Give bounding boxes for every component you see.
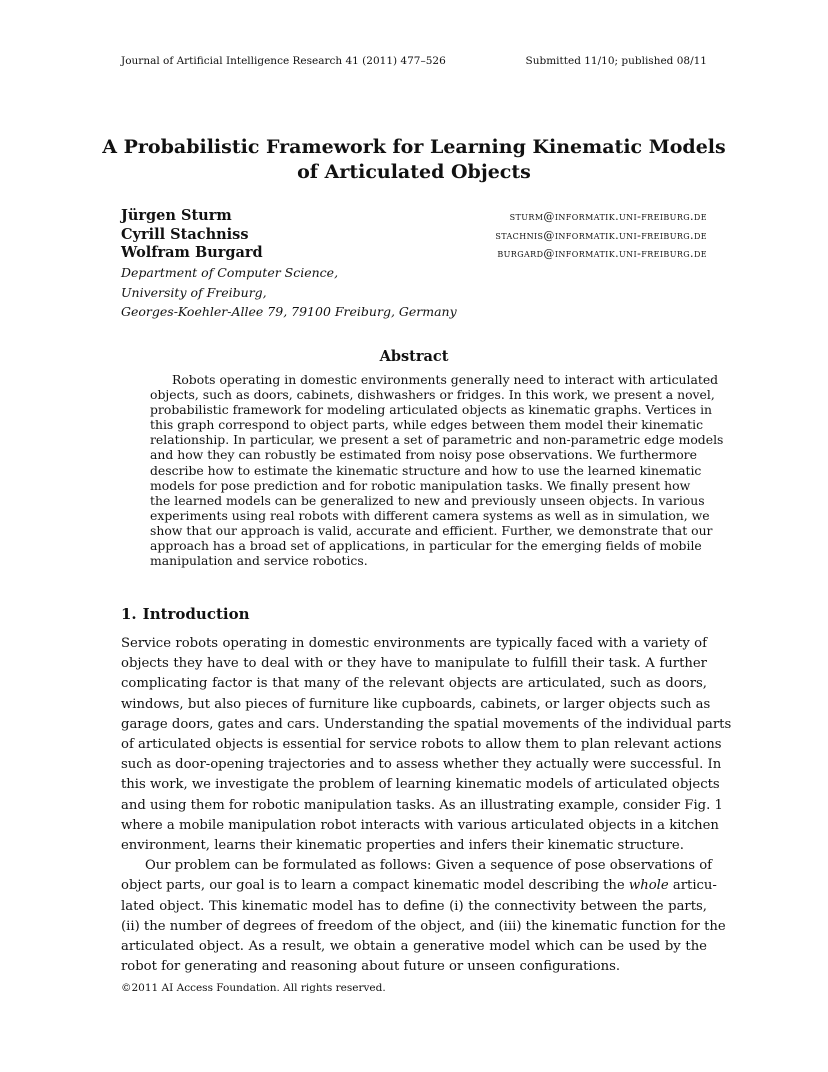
- abstract-line: describe how to estimate the kinematic structure and how to use the learned kinematic: [150, 462, 702, 478]
- author-row: [121, 207, 707, 226]
- abstract-line: models for pose prediction and for robotic manipulation tasks. We finally present how: [150, 477, 691, 493]
- abstract-line: and how they can robustly be estimated from noisy pose observations. We furthermore: [150, 447, 697, 463]
- author-name: Jürgen Sturm: [121, 207, 232, 224]
- section-heading: [121, 605, 250, 623]
- affiliation-line: Department of Computer Science,: [121, 265, 339, 280]
- body-line: (ii) the number of degrees of freedom of the object, and (iii) the kinematic function for the: [121, 918, 726, 934]
- abstract-line: objects, such as doors, cabinets, dishwashers or fridges. In this work, we present a novel,: [150, 387, 715, 403]
- body-line: objects they have to deal with or they have to manipulate to fulfill their task. A further: [121, 656, 707, 672]
- body-line: Service robots operating in domestic environments are typically faced with a variety of: [121, 636, 707, 651]
- submission-dates: Submitted 11/10; published 08/11: [525, 55, 707, 67]
- affiliation-line: University of Freiburg,: [121, 284, 267, 300]
- emphasized-word: whole: [628, 878, 669, 894]
- author-row: [121, 226, 707, 245]
- body-line: windows, but also pieces of furniture like cupboards, cabinets, or larger objects such as: [121, 696, 711, 712]
- title-line: A Probabilistic Framework for Learning Kinematic Models: [102, 136, 726, 158]
- paper-title: [100, 135, 728, 185]
- abstract-line: Robots operating in domestic environments generally need to interact with articulated: [172, 372, 719, 387]
- abstract-line: the learned models can be generalized to new and previously unseen objects. In various: [150, 492, 705, 508]
- body-line: of articulated objects is essential for service robots to allow them to plan relevant actions: [121, 737, 722, 753]
- title-line: of Articulated Objects: [297, 161, 531, 183]
- body-text-segment: object parts, our goal is to learn a compact kinematic model describing the: [121, 878, 629, 894]
- author-email: burgard@informatik.uni-freiburg.de: [497, 247, 707, 260]
- author-email: sturm@informatik.uni-freiburg.de: [509, 210, 707, 223]
- body-line: and using them for robotic manipulation tasks. As an illustrating example, consider Fig. 1: [121, 797, 723, 813]
- body-line: environment, learns their kinematic properties and infers their kinematic structure.: [121, 838, 684, 854]
- copyright-footer: ©2011 AI Access Foundation. All rights reserved.: [121, 982, 386, 994]
- section-number: 1.: [121, 605, 137, 623]
- journal-header: Journal of Artificial Intelligence Research 41 (2011) 477–526: [121, 55, 446, 67]
- body-line: Our problem can be formulated as follows: Given a sequence of pose observations of: [145, 858, 713, 874]
- abstract-line: approach has a broad set of applications, in particular for the emerging fields of mobile: [150, 538, 702, 554]
- body-line: lated object. This kinematic model has to define (i) the connectivity between the parts,: [121, 898, 707, 914]
- abstract-line: manipulation and service robotics.: [150, 553, 368, 569]
- author-name: Wolfram Burgard: [121, 244, 263, 261]
- abstract-line: probabilistic framework for modeling articulated objects as kinematic graphs. Vertices in: [150, 402, 713, 418]
- abstract-body: [150, 372, 724, 569]
- author-list: [121, 207, 707, 263]
- body-line: this work, we investigate the problem of learning kinematic models of articulated objects: [121, 777, 720, 793]
- body-line: robot for generating and reasoning about future or unseen configurations.: [121, 959, 621, 975]
- body-line: such as door-opening trajectories and to assess whether they actually were successful. In: [121, 757, 722, 773]
- introduction-body: [121, 634, 732, 977]
- abstract-line: this graph correspond to object parts, while edges between them model their kinematic: [150, 417, 704, 433]
- body-line: complicating factor is that many of the relevant objects are articulated, such as doors,: [121, 676, 707, 692]
- body-line: where a mobile manipulation robot interacts with various articulated objects in a kitchen: [121, 817, 719, 833]
- abstract-line: show that our approach is valid, accurate and efficient. Further, we demonstrate that our: [150, 522, 713, 538]
- author-email: stachnis@informatik.uni-freiburg.de: [495, 228, 707, 242]
- abstract-line: experiments using real robots with different camera systems as well as in simulation, we: [150, 507, 710, 523]
- abstract-heading: Abstract: [379, 348, 449, 365]
- body-line: articulated object. As a result, we obtain a generative model which can be used by the: [121, 939, 707, 955]
- abstract-line: relationship. In particular, we present a set of parametric and non-parametric edge models: [150, 432, 724, 448]
- affiliation-line: Georges-Koehler-Allee 79, 79100 Freiburg, Germany: [121, 304, 457, 319]
- section-title: Introduction: [142, 605, 250, 623]
- author-name: Cyrill Stachniss: [121, 225, 249, 243]
- body-line: garage doors, gates and cars. Understanding the spatial movements of the individual parts: [121, 716, 732, 732]
- author-row: [121, 244, 707, 263]
- body-text-segment: articu-: [668, 878, 717, 894]
- body-line: [121, 876, 717, 896]
- affiliation: [121, 263, 457, 322]
